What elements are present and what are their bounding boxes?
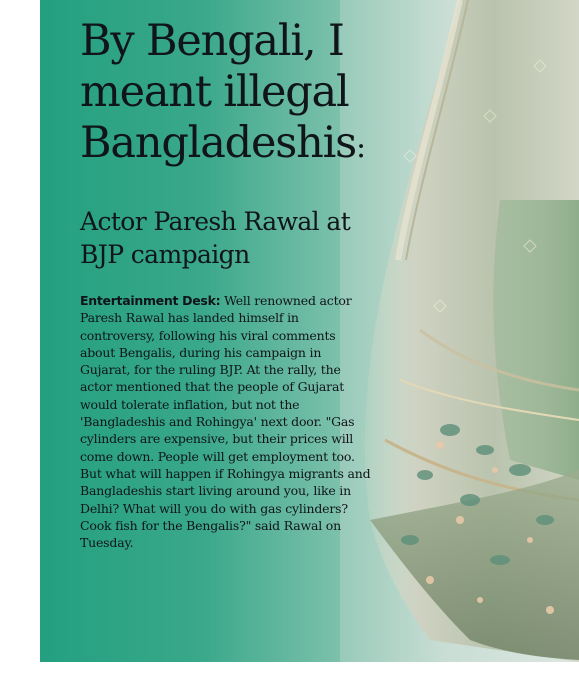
headline-colon: :: [356, 130, 365, 165]
headline-text: By Bengali, I meant illegal Bangladeshis: [80, 16, 356, 168]
article-body: [80, 292, 372, 551]
headline: [80, 16, 400, 173]
subheadline: Actor Paresh Rawal at BJP campaign: [80, 207, 351, 269]
body-text: Well renowned actor Paresh Rawal has landed himself in controversy, following his viral comments about Bengalis, during his campaign in Gujarat, for the ruling BJP. At the rally, the actor mentioned that the people of Gujarat would tolerate inflation, but not the 'Bangladeshis and Rohingya' next door. "Gas cylinders are expensive, but their prices will come down. People will get employment too. But what will happen if Rohingya migrants and Bangladeshis start living around you, like in Delhi? What will you do with gas cylinders? Cook fish for the Bengalis?" said Rawal on Tuesday.: [80, 293, 371, 551]
article-panel: [40, 0, 579, 662]
dateline: Entertainment Desk:: [80, 293, 221, 308]
